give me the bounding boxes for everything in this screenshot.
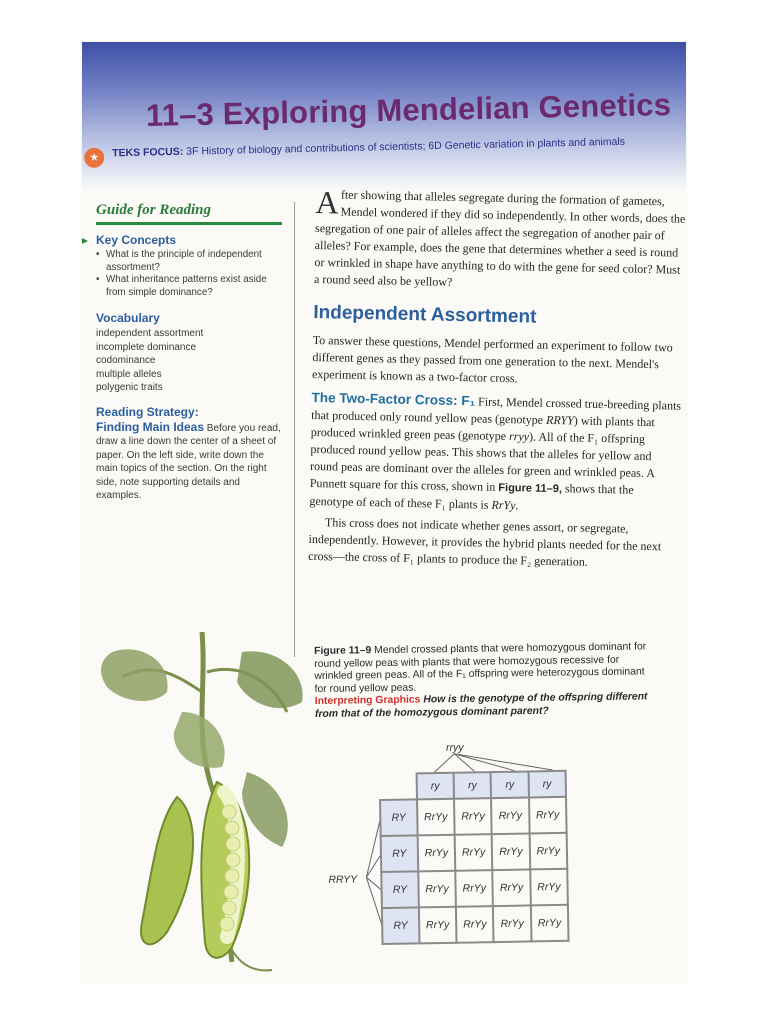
two-factor-text-c: ). All of the F₁ offspring produced round yellow peas. This shows that the alleles for yellow and round peas are dominant over the alleles for green and wrinkled peas. A Punnett square for this cross, shown in (309, 429, 655, 494)
two-factor-text-a: First, Mendel crossed true-breeding plants that produced only round yellow peas (genotype (311, 394, 682, 427)
green-arrow-icon (82, 235, 88, 247)
offspring-cell: RrYy (491, 797, 529, 834)
figure-caption-text: Mendel crossed plants that were homozygous dominant for round yellow peas with plants that were homozygous recessive for wrinkled green peas. All of the F₁ offspring were heterozygous dominant for round yellow peas. (314, 641, 647, 695)
offspring-cell: RrYy (493, 905, 531, 942)
punnett-row (381, 869, 568, 908)
textbook-page (82, 42, 686, 982)
offspring-cell: RrYy (492, 833, 530, 870)
punnett-square-figure (326, 737, 630, 972)
two-factor-end: . (515, 498, 519, 513)
offspring-cell: RrYy (455, 870, 493, 907)
column-divider (294, 202, 295, 657)
interpreting-graphics-question: How is the genotype of the offspring different from that of the homozygous dominant parent? (314, 691, 648, 720)
two-factor-text-b: ) with plants that produced wrinkled green peas (genotype (310, 413, 656, 444)
genotype-dominant: RRYY (545, 412, 575, 428)
offspring-cell: RrYy (454, 798, 492, 835)
intro-paragraph (314, 186, 686, 296)
pea-pod-photo (82, 632, 312, 982)
offspring-cell: RrYy (530, 869, 568, 906)
two-factor-paragraph (309, 389, 681, 518)
figure-reference: Figure 11–9, (498, 481, 563, 496)
texas-state-icon: ★ (84, 148, 104, 168)
punnett-row (382, 905, 569, 944)
key-concepts-heading: Key Concepts (96, 233, 177, 247)
gamete-row-header: RY (382, 907, 419, 944)
punnett-row (381, 833, 568, 872)
reading-strategy-subheading: Finding Main Ideas (96, 419, 205, 434)
intro-text: fter showing that alleles segregate during the formation of gametes, Mendel wondered if they did so independently. In other words, does the segregation of one pair of alleles affect the segregation of another pair of alleles? For example, does the gene that determines whether a seed is round or wrinkled in shape have anything to do with the gene for seed color? Must a round seed also be yellow? (313, 187, 686, 289)
offspring-cell: RrYy (529, 833, 567, 870)
vocabulary-heading: Vocabulary (96, 311, 160, 325)
vocabulary-term: multiple alleles (96, 368, 162, 380)
guide-for-reading-sidebar (96, 202, 282, 503)
punnett-row (380, 797, 567, 836)
key-concepts-list (96, 249, 282, 299)
gamete-row-header: RY (380, 799, 417, 836)
reading-strategy-body: Before you read, draw a line down the center of a sheet of paper. On the left side, write down the main topics of the section. On the right side, note supporting details and examples. (96, 422, 281, 501)
vocabulary-term: codominance (96, 355, 156, 366)
two-factor-text-d: shows that the genotype of each of these F₁ plants is (309, 481, 634, 512)
offspring-cell: RrYy (417, 835, 455, 872)
drop-cap: A (315, 184, 340, 221)
vocabulary-term: polygenic traits (96, 382, 163, 393)
top-parent-genotype: rryy (446, 741, 464, 754)
f2-paragraph: This cross does not indicate whether genes assort, or segregate, independently. However, it provides the hybrid plants needed for the next cross—the cross of F₁ plants to produce the F₂ generation. (308, 515, 662, 569)
punnett-header-row (380, 771, 566, 800)
independent-assortment-heading: Independent Assortment (313, 301, 537, 328)
key-concept-item: • What is the principle of independent assortment? (96, 249, 282, 274)
vocabulary-list (96, 327, 282, 395)
independent-assortment-paragraph: To answer these questions, Mendel performed an experiment to follow two different genes as they passed from one generation to the next. Mendel's experiment is known as a two-factor cross. (311, 332, 673, 386)
gamete-col-header: ry (416, 773, 454, 800)
vocabulary-term: independent assortment (96, 328, 204, 339)
guide-divider (96, 222, 282, 225)
offspring-cell: RrYy (456, 906, 494, 943)
key-concept-item: • What inheritance patterns exist aside from simple dominance? (96, 274, 282, 299)
offspring-cell: RrYy (531, 905, 569, 942)
gamete-row-header: RY (381, 835, 418, 872)
key-concepts-block (96, 233, 282, 299)
punnett-square (379, 770, 570, 945)
offspring-cell: RrYy (419, 907, 457, 944)
teks-description: 3F History of biology and contributions of scientists; 6D Genetic variation in plants and animals (186, 135, 626, 158)
gamete-row-header: RY (381, 871, 418, 908)
vocabulary-term: incomplete dominance (96, 341, 197, 353)
offspring-cell: RrYy (417, 799, 455, 836)
interpreting-graphics-label: Interpreting Graphics (314, 694, 421, 707)
offspring-cell: RrYy (455, 834, 493, 871)
gamete-col-header: ry (528, 771, 566, 798)
genotype-recessive: rryy (508, 429, 530, 444)
section-title: 11–3 Exploring Mendelian Genetics (145, 87, 672, 133)
two-factor-heading: The Two-Factor Cross: F₁ (311, 389, 476, 409)
reading-strategy-text (96, 421, 282, 503)
figure-label: Figure 11–9 (314, 645, 372, 657)
genotype-hybrid: RrYy (491, 497, 516, 513)
left-parent-genotype: RRYY (328, 873, 358, 886)
gamete-col-header: ry (454, 772, 492, 799)
guide-for-reading-title: Guide for Reading (96, 202, 212, 218)
offspring-cell: RrYy (418, 871, 456, 908)
offspring-cell: RrYy (493, 869, 531, 906)
main-column (308, 186, 686, 577)
offspring-cell: RrYy (529, 797, 567, 834)
figure-caption (314, 641, 660, 721)
gamete-col-header: ry (491, 771, 529, 798)
reading-strategy-heading: Reading Strategy: (96, 404, 199, 419)
punnett-corner (380, 773, 417, 800)
teks-label: TEKS FOCUS: (111, 145, 184, 160)
